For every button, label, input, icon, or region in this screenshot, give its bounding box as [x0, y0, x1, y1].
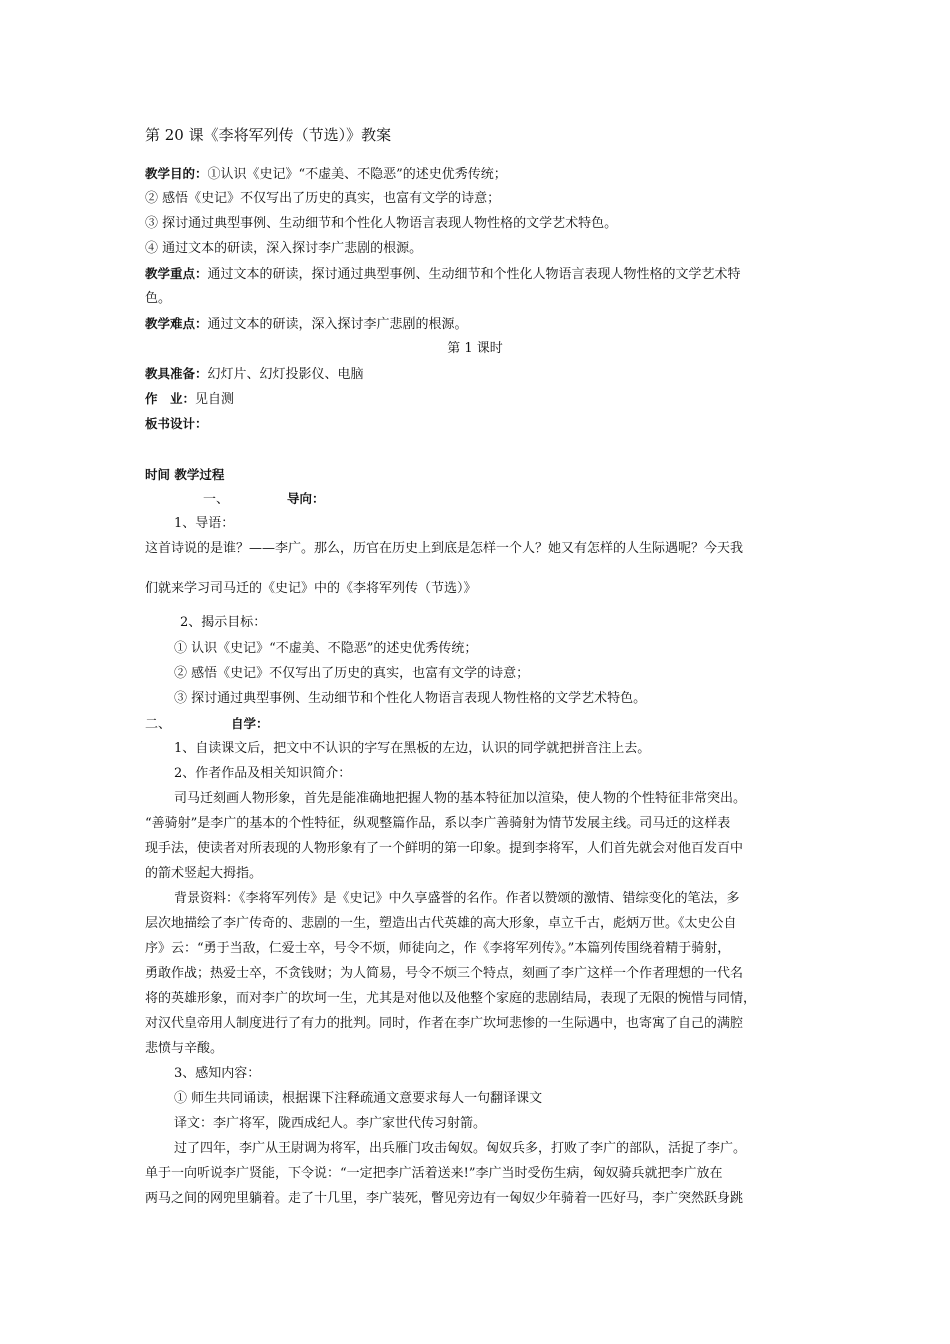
- homework-line: [145, 390, 234, 409]
- para-line: 过了四年，李广从王尉调为将军，出兵雁门攻击匈奴。匈奴兵多，打败了李广的部队，活捉了李广。: [174, 1141, 747, 1156]
- s1-text-line: 们就来学习司马迁的《史记》中的《李将军列传（节选）》: [145, 581, 477, 596]
- translation-line: 译文：李广将军，陇西成纪人。李广家世代传习射箭。: [174, 1116, 487, 1131]
- board-design-line: [145, 415, 208, 434]
- s2-item: 1、自读课文后，把文中不认识的字写在黑板的左边，认识的同学就把拼音注上去。: [174, 741, 651, 756]
- goal-item: ① 认识《史记》“不虚美、不隐恶”的述史优秀传统；: [174, 641, 478, 656]
- para-line: 层次地描绘了李广传奇的、悲剧的一生，塑造出古代英雄的高大形象，卓立千古，彪炳万世。《太史公自: [145, 916, 737, 931]
- key-points-text-cont: 色。: [145, 291, 172, 306]
- para-line: 将的英雄形象，而对李广的坎坷一生，尤其是对他以及他整个家庭的悲剧结局，表现了无限的惋惜与同情，: [145, 991, 757, 1006]
- difficulty-text: 通过文本的研读，深入探讨李广悲剧的根源。: [207, 317, 468, 332]
- objective-item: ④ 通过文本的研读，深入探讨李广悲剧的根源。: [145, 241, 423, 256]
- equipment-line: [145, 365, 364, 384]
- goal-item: ② 感悟《史记》不仅写出了历史的真实，也富有文学的诗意；: [174, 666, 530, 681]
- difficulty-line: [145, 315, 468, 334]
- para-line: 司马迁刻画人物形象，首先是能准确地把握人物的基本特征加以渲染，使人物的个性特征非常突出。: [174, 791, 747, 806]
- para-line: 对汉代皇帝用人制度进行了有力的批判。同时，作者在李广坎坷悲惨的一生际遇中，也寄寓了自己的满腔: [145, 1016, 744, 1031]
- para-line: 序》云：“勇于当敌，仁爱士卒，号令不烦，师徒向之，作《李将军列传》。”本篇列传围绕着精于骑射，: [145, 941, 731, 956]
- para-line: 两马之间的网兜里躺着。走了十几里，李广装死，瞥见旁边有一匈奴少年骑着一匹好马，李广突然跃身跳: [145, 1191, 744, 1206]
- board-design-label: 板书设计：: [145, 416, 208, 431]
- section-2-number: 二、: [145, 717, 172, 732]
- s1-item-2: 2、揭示目标：: [180, 615, 267, 630]
- para-line: 现手法，使读者对所表现的人物形象有了一个鲜明的第一印象。提到李将军，人们首先就会对他百发百中: [145, 841, 744, 856]
- key-points-line: [145, 265, 741, 284]
- section-1-number: 一、: [203, 492, 230, 507]
- para-line: 悲愤与辛酸。: [145, 1041, 224, 1056]
- para-line: 单于一向听说李广贤能，下令说：“一定把李广活着送来!”李广当时受伤生病，匈奴骑兵就把李广放在: [145, 1166, 723, 1181]
- homework-text: 见自测: [195, 392, 235, 407]
- s2-item: 2、作者作品及相关知识简介：: [174, 766, 352, 781]
- section-2-heading: [145, 715, 269, 734]
- para-line: 背景资料：《李将军列传》是《史记》中久享盛誉的名作。作者以赞颂的激情、错综变化的笔法，多: [174, 891, 740, 906]
- s2-sub-item: ① 师生共同诵读，根据课下注释疏通文意要求每人一句翻译课文: [174, 1091, 543, 1106]
- para-line: “善骑射”是李广的基本的个性特征，纵观整篇作品，系以李广善骑射为情节发展主线。司马迁的这样表: [145, 816, 731, 831]
- objective-item: ①认识《史记》“不虚美、不隐恶”的述史优秀传统；: [207, 167, 507, 182]
- para-line: 的箭术竖起大拇指。: [145, 866, 263, 881]
- section-2-title: 自学：: [231, 716, 269, 731]
- time-process-heading: 时间 教学过程: [145, 467, 225, 482]
- goal-item: ③ 探讨通过典型事例、生动细节和个性化人物语言表现人物性格的文学艺术特色。: [174, 691, 647, 706]
- objectives-label: 教学目的：: [145, 166, 208, 181]
- s1-item-1: 1、导语：: [174, 516, 235, 531]
- s2-item-3: 3、感知内容：: [174, 1066, 261, 1081]
- section-1-heading: [145, 490, 325, 509]
- key-points-text: 通过文本的研读，探讨通过典型事例、生动细节和个性化人物语言表现人物性格的文学艺术特: [207, 267, 741, 282]
- section-1-title: 导向：: [287, 491, 325, 506]
- key-points-label: 教学重点：: [145, 266, 208, 281]
- equipment-label: 教具准备：: [145, 366, 208, 381]
- lesson-number: 第 1 课时: [447, 341, 503, 356]
- para-line: 勇敢作战；热爱士卒，不贪钱财；为人简易，号令不烦三个特点，刻画了李广这样一个作者理想的一代名: [145, 966, 744, 981]
- s1-text-line: 这首诗说的是谁？——李广。那么，历官在历史上到底是怎样一个人？她又有怎样的人生际遇呢？今天我: [145, 541, 744, 556]
- difficulty-label: 教学难点：: [145, 316, 208, 331]
- objective-item: ② 感悟《史记》不仅写出了历史的真实，也富有文学的诗意；: [145, 191, 501, 206]
- equipment-text: 幻灯片、幻灯投影仪、电脑: [207, 367, 364, 382]
- page-title: 第 20 课《李将军列传（节选）》教案: [145, 126, 392, 144]
- objective-item: ③ 探讨通过典型事例、生动细节和个性化人物语言表现人物性格的文学艺术特色。: [145, 216, 618, 231]
- objectives-line-1: [145, 165, 507, 184]
- homework-label: 作 业：: [145, 391, 196, 406]
